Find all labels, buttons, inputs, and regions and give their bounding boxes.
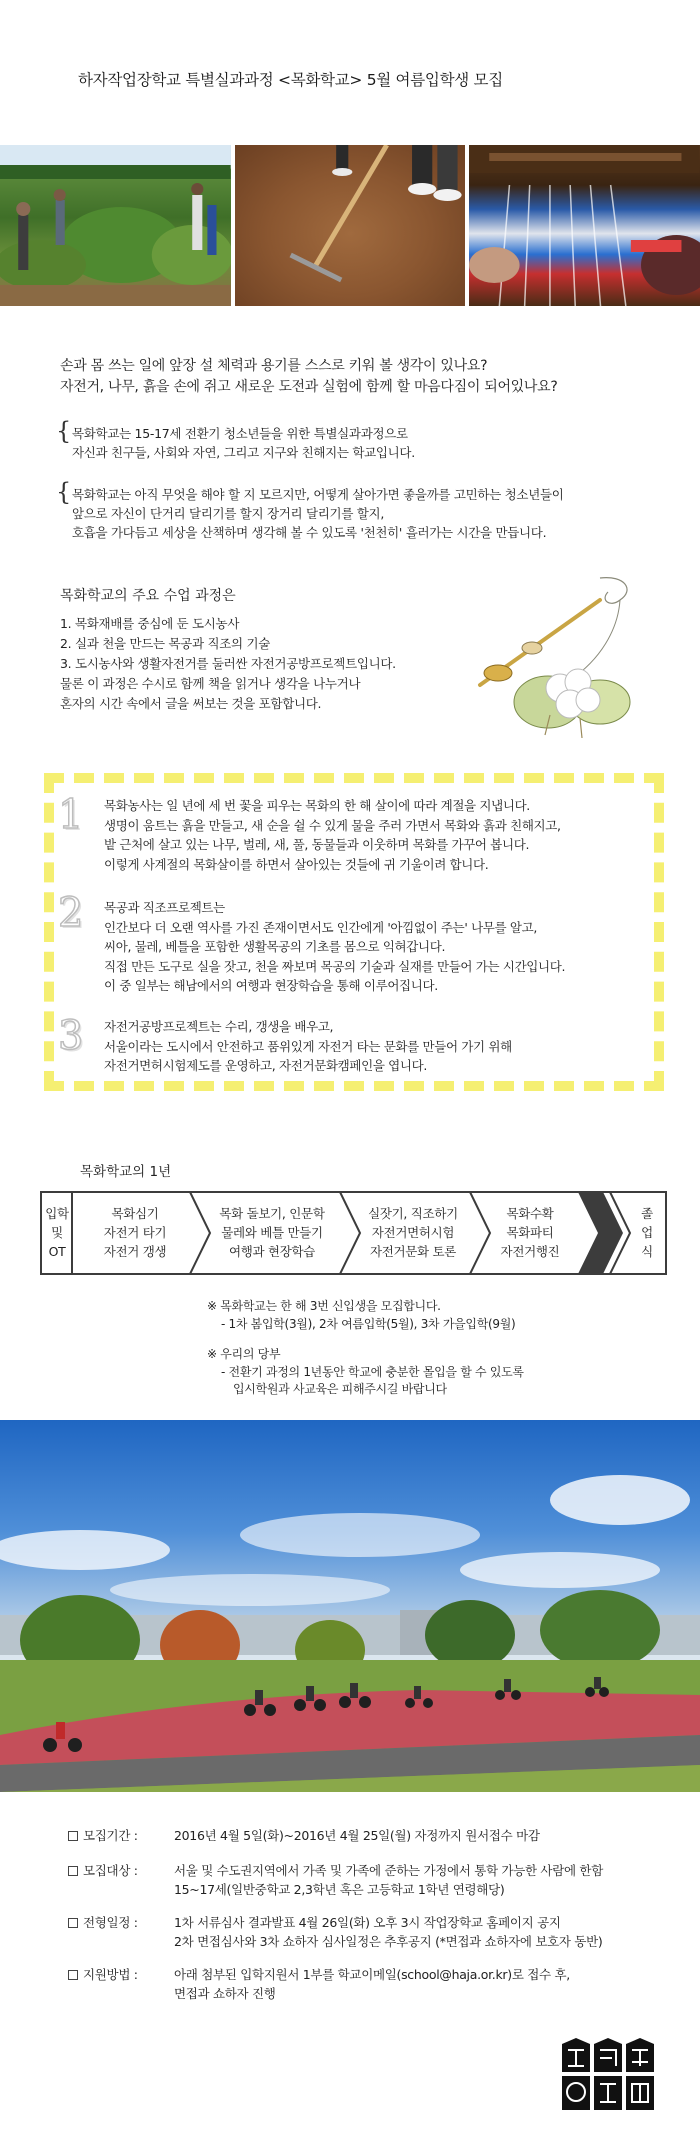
timeline-text: 실잣기, 직조하기	[368, 1206, 458, 1221]
course-item: 물론 이 과정은 수시로 함께 책을 읽거나 생각을 나누거나	[60, 676, 361, 691]
checkbox-icon	[68, 1866, 78, 1876]
spindle-cotton-illustration	[450, 570, 650, 745]
notes	[207, 1298, 524, 1399]
paragraph-line: 이 중 일부는 해남에서의 여행과 현장학습을 통해 이루어집니다.	[104, 978, 438, 993]
timeline-text: OT	[48, 1244, 66, 1259]
timeline-text: 자전거문화 토론	[369, 1244, 457, 1259]
page-title: 하자작업장학교 특별실과과정 <목화학교> 5월 여름입학생 모집	[78, 71, 503, 89]
description-line: 목화학교는 15-17세 전환기 청소년들을 위한 특별실과과정으로	[72, 426, 408, 441]
description-line: 앞으로 자신이 단거리 달리기를 할지 장거리 달리기를 할지,	[72, 506, 384, 521]
info-value: 아래 첨부된 입학지원서 1부를 학교이메일(school@haja.or.kr)로 접수 후,	[174, 1967, 570, 1982]
info-value: 면접과 쇼하자 진행	[174, 1986, 276, 2001]
info-value: 15~17세(일반중학교 2,3학년 혹은 고등학교 1학년 연령해당)	[174, 1882, 505, 1897]
info-value: 2016년 4월 5일(화)~2016년 4월 25일(월) 자정까지 원서접수 마감	[174, 1828, 540, 1843]
course-item: 1. 목화재배를 중심에 둔 도시농사	[60, 616, 240, 631]
timeline-text: 식	[641, 1244, 653, 1259]
woodwork-weaving-paragraph	[104, 898, 565, 996]
checkbox-icon	[68, 1970, 78, 1980]
bicycle-workshop-paragraph	[104, 1017, 512, 1076]
photo-strip	[0, 145, 700, 306]
loom-photo	[469, 145, 700, 306]
description-line: 호흡을 가다듬고 세상을 산책하며 생각해 볼 수 있도록 '천천히' 흘러가는 시간을 만듭니다.	[72, 525, 547, 540]
note-line: 입시학원과 사교육은 피해주시길 바랍니다	[233, 1382, 447, 1396]
description-line: 자신과 친구들, 사회와 자연, 그리고 지구와 친해지는 학교입니다.	[72, 445, 415, 460]
course-item: 혼자의 시간 속에서 글을 써보는 것을 포함합니다.	[60, 696, 322, 711]
intro-line: 자전거, 나무, 흙을 손에 쥐고 새로운 도전과 실험에 함께 할 마음다짐이 되어있나요?	[60, 379, 558, 395]
paragraph-line: 이렇게 사계절의 목화살이를 하면서 살아있는 것들에 귀 기울이려 합니다.	[104, 856, 489, 872]
cotton-farming-paragraph	[104, 796, 561, 874]
description-line: 목화학교는 아직 무엇을 해야 할 지 모르지만, 어떻게 살아가면 좋을까를 고민하는 청소년들이	[72, 487, 564, 502]
checkbox-icon	[68, 1831, 78, 1841]
note-title: ※ 목화학교는 한 해 3번 신입생을 모집합니다.	[207, 1299, 441, 1313]
info-label: 모집대상 :	[83, 1863, 138, 1878]
timeline-text: 자전거면허시험	[371, 1225, 455, 1240]
description-block-1	[56, 417, 415, 462]
note-line: - 전환기 과정의 1년동안 학교에 충분한 몰입을 할 수 있도록	[221, 1364, 524, 1379]
note-title: ※ 우리의 당부	[207, 1347, 281, 1361]
timeline-text: 입학	[45, 1206, 69, 1221]
note-line: - 1차 봄입학(3월), 2차 여름입학(5월), 3차 가을입학(9월)	[221, 1316, 516, 1331]
course-item: 2. 실과 천을 만드는 목공과 직조의 기술	[60, 636, 270, 651]
paragraph-line: 밭 근처에 살고 있는 나무, 벌레, 새, 풀, 동물들과 이웃하며 목화를 가꾸어 봅니다.	[104, 837, 530, 852]
timeline-stage-1	[76, 1204, 194, 1261]
timeline-stage-4	[482, 1204, 578, 1261]
timeline-text: 물레와 베틀 만들기	[221, 1225, 323, 1240]
step-number-2: 2	[58, 890, 84, 936]
paragraph-line: 서울이라는 도시에서 안전하고 품위있게 자전거 타는 문화를 만들어 가기 위해	[104, 1038, 512, 1054]
course-list	[60, 614, 396, 714]
step-number-3: 3	[58, 1013, 84, 1059]
year-timeline	[40, 1191, 667, 1275]
info-value: 1차 서류심사 결과발표 4월 26일(화) 오후 3시 작업장학교 홈페이지 공지	[174, 1915, 561, 1930]
info-value: 서울 및 수도권지역에서 가족 및 가족에 준하는 가정에서 통학 가능한 사람에 한함	[174, 1863, 603, 1878]
info-apply	[68, 1965, 570, 2001]
timeline-text: 업	[641, 1225, 653, 1240]
timeline-stage-3	[352, 1204, 474, 1261]
timeline-start	[42, 1204, 72, 1261]
timeline-text: 자전거행진	[500, 1244, 560, 1259]
year-timeline-title: 목화학교의 1년	[80, 1164, 172, 1180]
courses-title: 목화학교의 주요 수업 과정은	[60, 588, 236, 604]
checkbox-icon	[68, 1918, 78, 1928]
timeline-text: 목화파티	[506, 1225, 554, 1240]
paragraph-line: 자전거면허시험제도를 운영하고, 자전거문화캠페인을 엽니다.	[104, 1058, 427, 1073]
paragraph-line: 생명이 움트는 흙을 만들고, 새 순을 쉴 수 있게 물을 주러 가면서 목화와 흙과 친해지고,	[104, 817, 561, 833]
haja-school-logo-icon	[556, 2036, 658, 2114]
intro-line: 손과 몸 쓰는 일에 앞장 설 체력과 용기를 스스로 키워 볼 생각이 있나요?	[60, 358, 488, 374]
info-target	[68, 1861, 603, 1897]
timeline-text: 여행과 현장학습	[228, 1244, 316, 1259]
timeline-text: 졸	[641, 1206, 653, 1221]
paragraph-line: 인간보다 더 오랜 역사를 가진 존재이면서도 인간에게 '아낌없이 주는' 나무를 알고,	[104, 919, 537, 935]
paragraph-line: 목공과 직조프로젝트는	[104, 900, 225, 915]
intro-questions	[60, 356, 557, 398]
timeline-text: 자전거 타기	[103, 1225, 167, 1240]
info-label: 전형일정 :	[83, 1915, 138, 1930]
soil-photo	[235, 145, 466, 306]
timeline-end	[632, 1204, 662, 1261]
info-value: 2차 면접심사와 3차 쇼하자 심사일정은 추후공지 (*면접과 쇼하자에 보호자 동반)	[174, 1934, 603, 1949]
timeline-stage-2	[202, 1204, 342, 1261]
park-bicycle-photo	[0, 1420, 700, 1792]
description-block-2	[56, 478, 564, 542]
timeline-text: 목화수확	[506, 1206, 554, 1221]
paragraph-line: 자전거공방프로젝트는 수리, 갱생을 배우고,	[104, 1019, 334, 1034]
step-number-1: 1	[58, 792, 84, 838]
paragraph-line: 직접 만든 도구로 실을 잣고, 천을 짜보며 목공의 기술과 실재를 만들어 가는 시간입니다.	[104, 958, 566, 974]
timeline-text: 자전거 갱생	[103, 1244, 167, 1259]
info-schedule	[68, 1913, 603, 1949]
timeline-text: 목화심기	[111, 1206, 159, 1221]
timeline-text: 목화 돌보기, 인문학	[219, 1206, 325, 1221]
course-item: 3. 도시농사와 생활자전거를 둘러싼 자전거공방프로젝트입니다.	[60, 656, 396, 671]
info-label: 지원방법 :	[83, 1967, 138, 1982]
paragraph-line: 목화농사는 일 년에 세 번 꽃을 피우는 목화의 한 해 살이에 따라 계절을 지냅니다.	[104, 798, 530, 813]
paragraph-line: 씨아, 물레, 베틀을 포함한 생활목공의 기초를 몸으로 익혀갑니다.	[104, 939, 446, 954]
brace-icon: {	[56, 478, 71, 506]
brace-icon: {	[56, 417, 71, 445]
farm-photo	[0, 145, 231, 306]
info-period	[68, 1826, 540, 1845]
timeline-text: 및	[51, 1225, 63, 1240]
info-label: 모집기간 :	[83, 1828, 138, 1843]
